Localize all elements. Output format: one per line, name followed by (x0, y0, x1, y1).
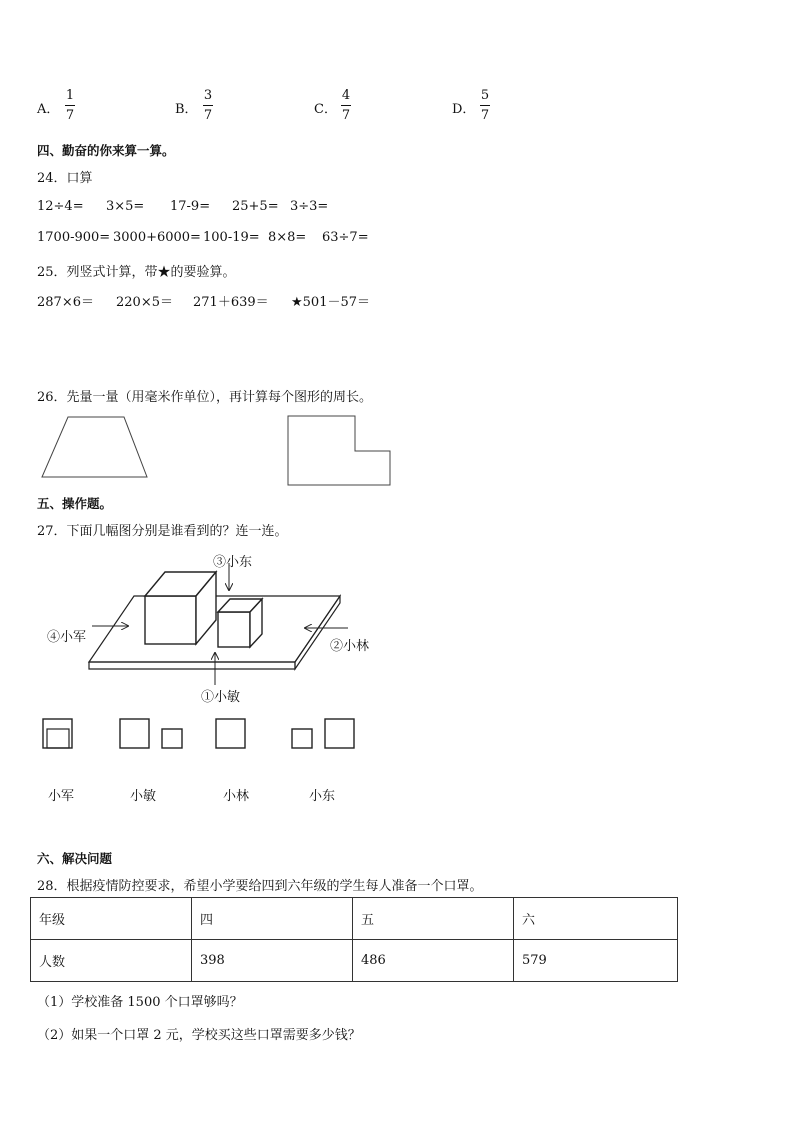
option-b-denominator: 7 (203, 108, 213, 123)
option-c-numerator: 4 (341, 88, 351, 103)
sub-question-1: （1）学校准备 1500 个口罩够吗？ (37, 995, 243, 1010)
table-header-cell: 五 (353, 898, 514, 940)
oral-calc-item: 3÷3= (290, 199, 329, 214)
option-a-denominator: 7 (65, 108, 75, 123)
option-b-numerator: 3 (203, 88, 213, 103)
vertical-calc-item: 220×5＝ (116, 295, 173, 310)
option-d-letter: D． (452, 102, 476, 117)
oral-calc-item: 63÷7= (322, 230, 369, 245)
section-4-title: 四、勤奋的你来算一算。 (37, 143, 175, 158)
option-c-letter: C． (314, 102, 337, 117)
oral-calc-item: 8×8= (268, 230, 307, 245)
small-cube-front (218, 612, 250, 647)
label-xiaolin: ②小林 (330, 639, 370, 654)
table-cell: 398 (192, 940, 353, 982)
option-b-letter: B． (175, 102, 198, 117)
table-header-cell: 年级 (31, 898, 192, 940)
label-xiaodong: ③小东 (213, 555, 253, 570)
oral-calc-item: 100-19= (203, 230, 260, 245)
view-option-2 (120, 719, 182, 748)
table-cell: 486 (353, 940, 514, 982)
question-27: 27．下面几幅图分别是谁看到的？连一连。 (37, 524, 288, 539)
option-a-numerator: 1 (65, 88, 75, 103)
question-25: 25．列竖式计算，带★的要验算。 (37, 265, 236, 280)
big-cube-front (145, 596, 196, 644)
sub-question-2: （2）如果一个口罩 2 元，学校买这些口罩需要多少钱？ (37, 1028, 361, 1043)
vertical-calc-item: 271＋639＝ (193, 295, 269, 310)
label-xiaojun: ④小军 (47, 630, 87, 645)
option-d-denominator: 7 (480, 108, 490, 123)
question-24: 24．口算 (37, 171, 93, 186)
oral-calc-item: 3000+6000= (113, 230, 201, 245)
option-c-denominator: 7 (341, 108, 351, 123)
table-row (31, 940, 678, 982)
table-cell: 579 (514, 940, 678, 982)
oral-calc-item: 12÷4= (37, 199, 84, 214)
student-count-table (30, 897, 678, 982)
label-xiaomin: ①小敏 (201, 690, 241, 705)
table-header-row (31, 898, 678, 940)
vertical-calc-item: 287×6＝ (37, 295, 94, 310)
oral-calc-item: 25+5= (232, 199, 279, 214)
table-header-cell: 四 (192, 898, 353, 940)
table-cell: 人数 (31, 940, 192, 982)
question-28: 28．根据疫情防控要求，希望小学要给四到六年级的学生每人准备一个口罩。 (37, 879, 483, 894)
view-option-1 (43, 719, 72, 748)
name-xiaolin: 小林 (223, 789, 250, 804)
section-5-title: 五、操作题。 (37, 496, 113, 511)
oral-calc-item: 17-9= (170, 199, 211, 214)
oral-calc-item: 3×5= (106, 199, 145, 214)
name-xiaodong: 小东 (309, 789, 336, 804)
view-option-3 (216, 719, 245, 748)
name-xiaojun: 小军 (48, 789, 75, 804)
platform-front (89, 662, 295, 669)
platform-side (295, 596, 340, 669)
name-xiaomin: 小敏 (130, 789, 157, 804)
option-a-letter: A． (37, 102, 60, 117)
table-header-cell: 六 (514, 898, 678, 940)
vertical-calc-item: ★501－57＝ (291, 295, 371, 310)
question-26: 26．先量一量（用毫米作单位），再计算每个图形的周长。 (37, 390, 373, 405)
section-6-title: 六、解决问题 (37, 851, 113, 866)
option-d-numerator: 5 (480, 88, 490, 103)
view-option-4 (292, 719, 354, 748)
oral-calc-item: 1700-900= (37, 230, 111, 245)
